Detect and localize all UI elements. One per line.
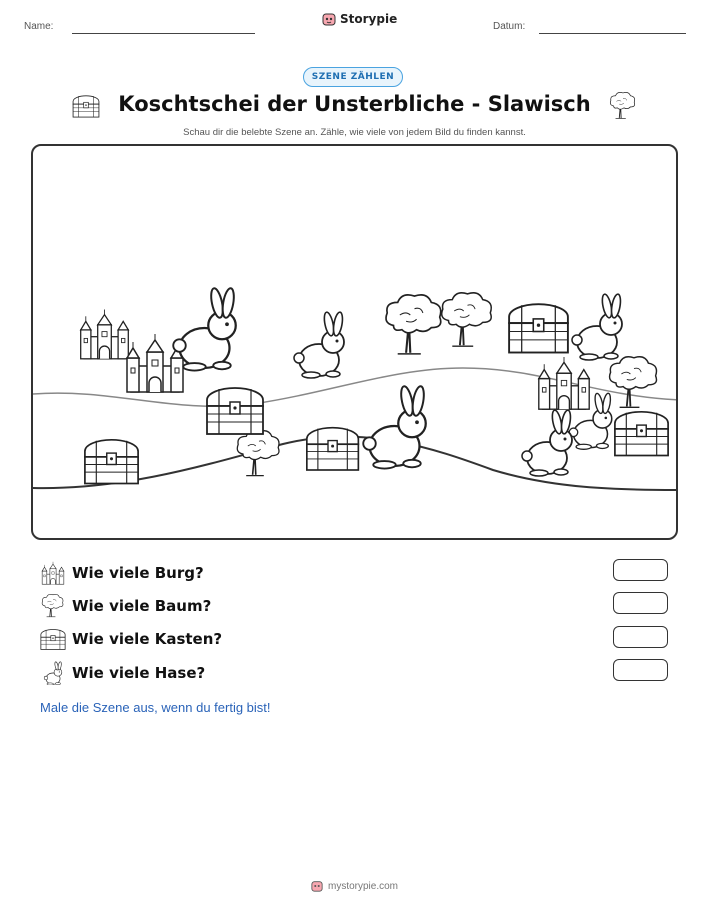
rabbit-icon [40, 661, 66, 685]
rabbit-4 [363, 385, 426, 468]
rabbit-3 [572, 293, 622, 360]
rabbit-2 [294, 311, 344, 378]
tree-2 [442, 293, 492, 346]
date-label: Datum: [493, 21, 526, 32]
question-text: Wie viele Baum? [72, 597, 212, 615]
coloring-note: Male die Szene aus, wenn du fertig bist! [40, 700, 271, 715]
question-text: Wie viele Burg? [72, 564, 204, 582]
chest-5 [615, 412, 668, 456]
footer-url[interactable]: mystorypie.com [327, 880, 398, 892]
chest-1 [509, 304, 568, 352]
scene-illustration [33, 146, 678, 540]
chest-4 [307, 428, 359, 470]
tree-icon [609, 92, 637, 120]
question-rabbit [40, 661, 205, 685]
question-text: Wie viele Hase? [72, 664, 206, 682]
date-line[interactable] [539, 33, 686, 34]
tree-icon [40, 594, 66, 618]
question-chest [40, 627, 222, 651]
question-text: Wie viele Kasten? [72, 630, 223, 648]
brand-name: Storypie [340, 12, 398, 26]
instructions: Schau dir die belebte Szene an. Zähle, wie viele von jedem Bild du finden kannst. [183, 127, 526, 138]
answer-box-castle[interactable] [613, 559, 668, 581]
question-tree [40, 594, 211, 618]
chest-2 [207, 388, 263, 434]
page-title: Koschtschei der Unsterbliche - Slawisch [118, 92, 591, 116]
answer-box-tree[interactable] [613, 592, 668, 614]
answer-box-chest[interactable] [613, 626, 668, 648]
castle-icon [40, 561, 66, 585]
chest-icon [40, 627, 66, 651]
name-label: Name: [24, 21, 54, 32]
tree-3 [610, 357, 657, 408]
chest-3 [85, 440, 138, 484]
footer [0, 880, 709, 892]
rabbit-6 [522, 409, 572, 476]
castle-1 [81, 310, 129, 359]
rabbit-1 [173, 287, 236, 370]
tree-1 [386, 295, 441, 354]
activity-type-badge: SZENE ZÄHLEN [303, 67, 403, 87]
name-line[interactable] [72, 33, 255, 34]
storypie-mascot-icon [311, 880, 323, 892]
question-castle [40, 561, 204, 585]
counting-scene [31, 144, 678, 540]
storypie-mascot-icon [322, 12, 336, 26]
brand-logo [322, 12, 397, 26]
answer-box-rabbit[interactable] [613, 659, 668, 681]
castle-3 [539, 357, 589, 409]
tree-4 [237, 431, 279, 476]
